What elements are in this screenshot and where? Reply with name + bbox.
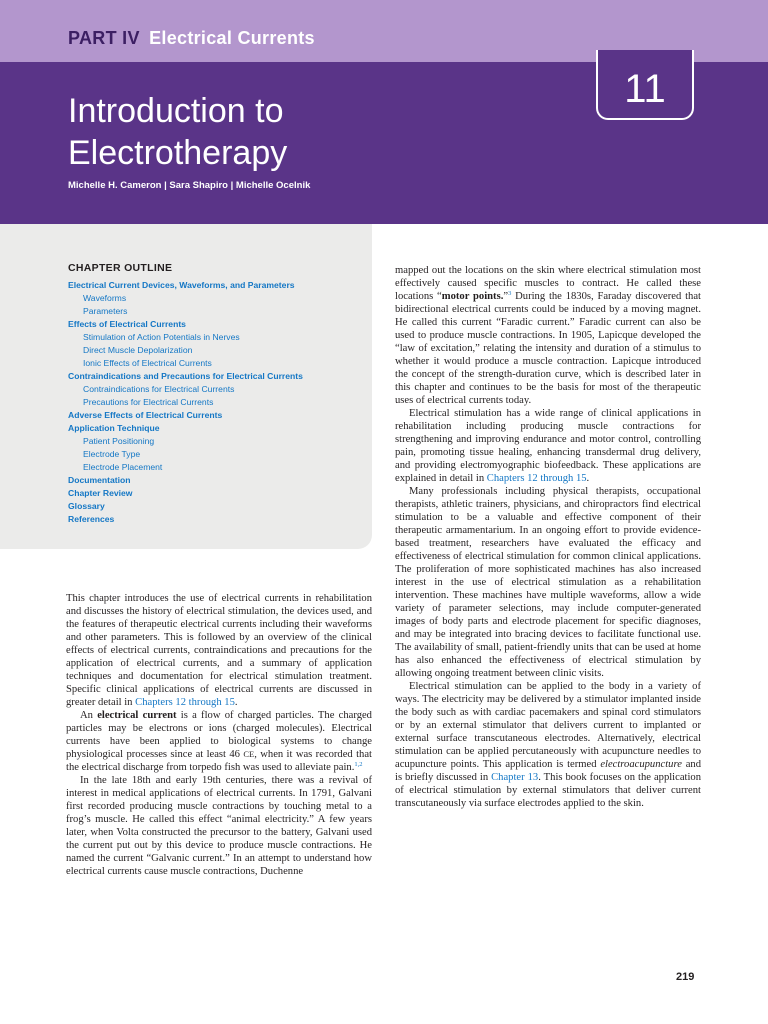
body-paragraph: Electrical stimulation has a wide range of clinical applications in rehabilitation including producing muscle contractions for strengthening and improving endurance and motor control, controlling pain, promoting tissue healing, enhancing transdermal drug delivery, and providing electromyographic biofeedback. These applications are explained in detail in Chapters 12 through 15.	[395, 408, 701, 484]
chapter-cross-reference-link[interactable]: Chapters 12 through 15	[486, 473, 587, 484]
body-paragraph: In the late 18th and early 19th centuries, there was a revival of interest in medical applications of electrical currents. In 1791, Galvani first recorded producing muscle contractions by touching metal to a frog’s muscle. He called this effect “animal electricity.” A few years later, when Volta constructed the precursor to the battery, Galvani used the current put out by this device to produce muscle contractions. He named the current “Galvanic current.” In an attempt to understand how electrical currents cause muscle contractions, Duchenne	[66, 775, 372, 877]
outline-item[interactable]: Waveforms	[83, 293, 127, 303]
outline-item[interactable]: Adverse Effects of Electrical Currents	[68, 410, 223, 420]
citation-link[interactable]: 3	[508, 290, 512, 297]
part-label	[68, 28, 315, 49]
outline-item[interactable]: Contraindications for Electrical Currents	[83, 384, 235, 394]
outline-item[interactable]: Parameters	[83, 306, 128, 316]
body-paragraph: An electrical current is a flow of charged particles. The charged particles may be electrons or ions (charged molecules). Electrical currents have been applied to biological systems to change physiological processes since at least 46 CE, when it was recorded that the electrical discharge from torpedo fish was used to alleviate pain.$^{1,2}$	[66, 710, 372, 773]
chapter-title-line-1: Introduction to	[68, 92, 284, 130]
outline-item[interactable]: References	[68, 514, 115, 524]
citation-link[interactable]: 1,2	[354, 761, 363, 768]
chapter-outline-list	[68, 279, 303, 526]
outline-item[interactable]: Direct Muscle Depolarization	[83, 345, 193, 355]
outline-item[interactable]: Chapter Review	[68, 488, 133, 498]
outline-item[interactable]: Glossary	[68, 501, 105, 511]
chapter-cross-reference-link[interactable]: Chapter 13	[491, 772, 539, 783]
italic-term: electroacupuncture	[600, 759, 682, 770]
outline-item[interactable]: Effects of Electrical Currents	[68, 319, 186, 329]
body-paragraph: This chapter introduces the use of electrical currents in rehabilitation and discusses the history of electrical stimulation, the devices used, and the features of therapeutic electrical currents including their waveforms and other parameters. This is followed by an overview of the clinical effects of electrical currents, contraindications and precautions for the application of electrical currents, and a summary of application techniques and documentation for electrical stimulation treatment. Specific clinical applications of electrical currents are discussed in greater detail in Chapters 12 through 15.	[66, 593, 372, 708]
key-term: motor points.	[441, 291, 504, 302]
part-title: Electrical Currents	[149, 28, 315, 48]
chapter-authors: Michelle H. Cameron | Sara Shapiro | Michelle Ocelnik	[68, 180, 311, 191]
page-number: 219	[676, 971, 695, 983]
body-paragraph: Electrical stimulation can be applied to the body in a variety of ways. The electricity may be delivered by a stimulator implanted inside the body such as with cardiac pacemakers and spinal cord stimulators or by an external stimulator that delivers current to implanted or external surface transcutaneous electrodes. Alternatively, electrical stimulation can be applied percutaneously with acupuncture needles to acupuncture points. This application is termed electroacupuncture and is briefly discussed in Chapter 13. This book focuses on the application of electrical stimulation by external stimulators that deliver current transcutaneously via surface electrodes applied to the skin.	[395, 681, 702, 809]
chapter-title	[68, 90, 287, 174]
outline-item[interactable]: Patient Positioning	[83, 436, 155, 446]
chapter-outline-heading: CHAPTER OUTLINE	[68, 262, 173, 274]
part-number: PART IV	[68, 28, 140, 48]
chapter-number: 11	[624, 67, 666, 111]
chapter-cross-reference-link[interactable]: Chapters 12 through 15	[135, 697, 235, 708]
body-paragraph: mapped out the locations on the skin where electrical stimulation most effectively caused specific muscles to contract. He called these locations “motor points.”$^3$ During the 1830s, Faraday discovered that bidirectional electrical currents could be induced by a moving magnet. He called this current “Faradic current.” Faradic current can also be used to produce muscle contractions. In 1905, Lapicque developed the “law of excitation,” relating the intensity and duration of a stimulus to whether it would produce a muscle contraction. Lapicque introduced the concept of the strength-duration curve, which is described later in this chapter and continues to be the basis for most of the therapeutic uses of electrical currents today.	[395, 265, 701, 406]
chapter-title-line-2: Electrotherapy	[68, 134, 288, 172]
outline-item[interactable]: Stimulation of Action Potentials in Nerves	[83, 332, 240, 342]
outline-item[interactable]: Application Technique	[68, 423, 160, 433]
outline-item[interactable]: Precautions for Electrical Currents	[83, 397, 214, 407]
outline-item[interactable]: Electrode Placement	[83, 462, 163, 472]
era-abbreviation: CE	[243, 749, 255, 759]
body-column-left	[66, 592, 372, 878]
outline-item[interactable]: Contraindications and Precautions for Electrical Currents	[68, 371, 303, 381]
body-column-right	[395, 264, 701, 810]
outline-item[interactable]: Documentation	[68, 475, 131, 485]
key-term: electrical current	[97, 710, 177, 721]
outline-item[interactable]: Ionic Effects of Electrical Currents	[83, 358, 212, 368]
outline-item[interactable]: Electrical Current Devices, Waveforms, and Parameters	[68, 280, 295, 290]
outline-item[interactable]: Electrode Type	[83, 449, 141, 459]
body-paragraph: Many professionals including physical therapists, occupational therapists, athletic trainers, physicians, and chiropractors find electrical stimulation to be a valuable and effective component of their therapeutic armamentarium. In an ongoing effort to provide evidence-based treatment, researchers have evaluated the efficacy and effectiveness of electrical stimulation for common clinical applications. The proliferation of more sophisticated machines has also increased interest in the use of electrical stimulation as a rehabilitation intervention. These machines have multiple waveforms, allow a wide variety of parameter selections, may include computer-generated images of body parts and electrode placement for specific diagnoses, and may be integrated into bracing devices to facilitate functional use. The availability of small, patient-friendly units that can be used at home has also enhanced the effectiveness of electrical stimulation by allowing ongoing treatment between clinic visits.	[395, 486, 701, 679]
